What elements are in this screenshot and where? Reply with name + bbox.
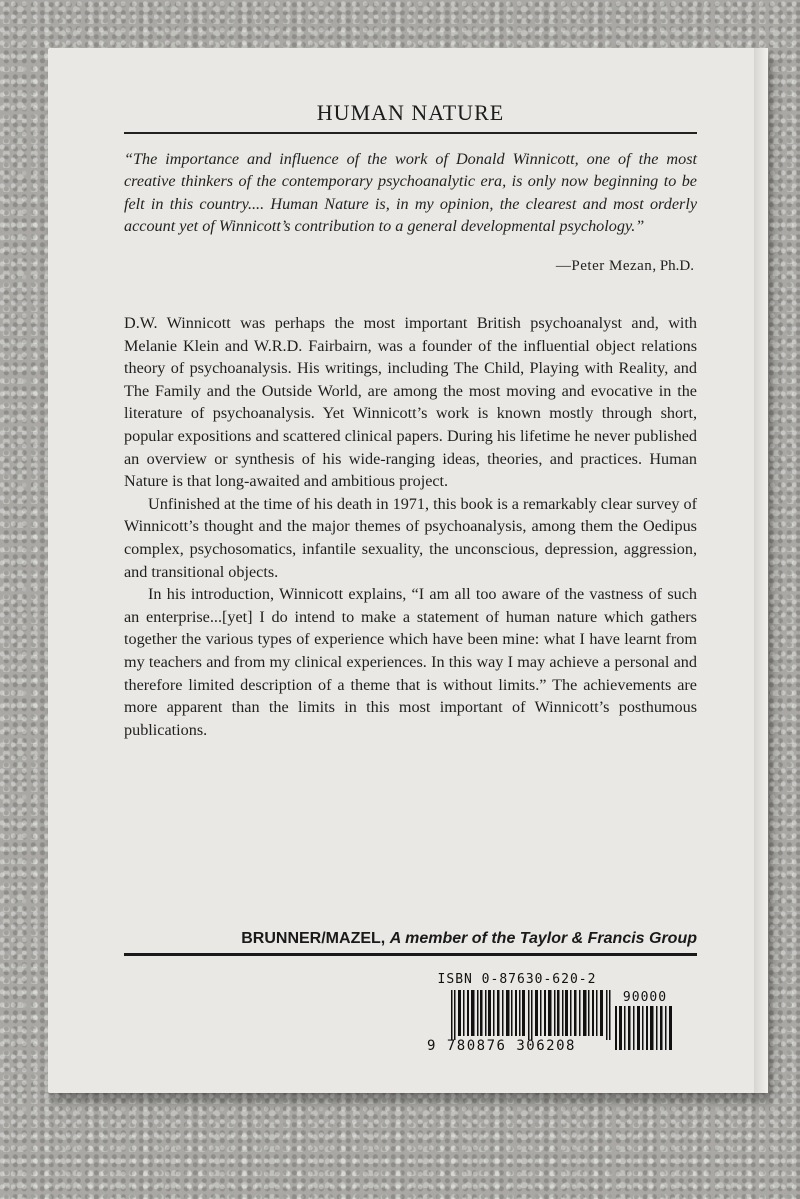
isbn-number: ISBN 0-87630-620-2 [437, 972, 597, 987]
publisher-name: BRUNNER/MAZEL, [241, 930, 386, 947]
title-rule [124, 132, 697, 134]
description-paragraph-3: In his introduction, Winnicott explains, “I am all too aware of the vastness of such an enterprise...[yet] I do intend to make a statement of human nature which gathers together the various types of experience which have been mine: what I have learnt from my teachers and from my clinical experiences. In this way I may achieve a personal and therefore limited description of a theme that is without limits.” The achievements are more apparent than the limits in this most important of Winnicott’s posthumous publications. [124, 585, 697, 739]
price-code: 90000 [622, 990, 668, 1005]
book-back-cover [48, 48, 768, 1093]
attribution-name: —Peter Mezan [555, 258, 653, 274]
barcode [427, 972, 727, 1062]
review-quote: “The importance and influence of the work of Donald Winnicott, one of the most creative thinkers of the contemporary psychoanalytic era, is only now beginning to be felt in this country.... Human Nature is, in my opinion, the clearest and most orderly account yet of Winnicott’s contribution to a general developmental psychology.” [124, 150, 697, 236]
ean-barcode-bars [451, 990, 611, 1040]
book-spine-edge [754, 48, 768, 1093]
quote-attribution: —Peter Mezan, Ph.D. [555, 258, 694, 274]
description-paragraph-2: Unfinished at the time of his death in 1971, this book is a remarkably clear survey of Winnicott’s thought and the major themes of psychoanalysis, among them the Oedipus complex, psychosomatics, infantile sexuality, the unconscious, depression, aggression, and transitional objects. [124, 494, 697, 581]
publisher-rule [124, 953, 697, 956]
description [124, 312, 697, 741]
description-paragraph-1: D.W. Winnicott was perhaps the most important British psychoanalyst and, with Melanie Klein and W.R.D. Fairbairn, was a founder of the influential object relations theory of psychoanalysis. His writings, including The Child, Playing with Reality, and The Family and the Outside World, are among the most moving and evocative in the literature of psychoanalysis. Yet Winnicott’s work is known mostly through short, popular expositions and scattered clinical papers. During his lifetime he never published an overview or synthesis of his wide-ranging ideas, theories, and practices. Human Nature is that long-awaited and ambitious project. [124, 314, 697, 491]
book-title: HUMAN NATURE [316, 100, 505, 125]
ean-number: 9 780876 306208 [427, 1038, 576, 1054]
publisher-tagline: A member of the Taylor & Francis Group [389, 930, 697, 947]
attribution-degree: Ph.D. [659, 258, 694, 274]
addon-barcode-bars [615, 1006, 675, 1050]
publisher-line [124, 930, 697, 948]
